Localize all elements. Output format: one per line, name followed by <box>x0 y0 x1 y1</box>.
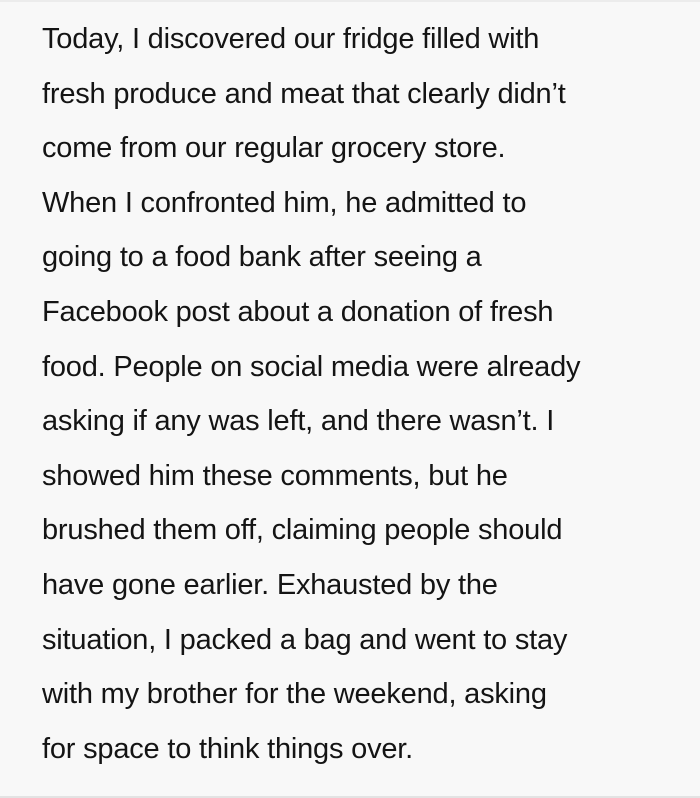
paragraph-line: with my brother for the weekend, asking <box>42 678 547 711</box>
story-paragraph <box>0 2 700 776</box>
paragraph-line: for space to think things over. <box>42 732 414 765</box>
paragraph-line: fresh produce and meat that clearly didn’t <box>42 77 566 110</box>
paragraph-line: Facebook post about a donation of fresh <box>42 295 554 328</box>
paragraph-line: showed him these comments, but he <box>42 459 508 492</box>
paragraph-line: going to a food bank after seeing a <box>42 241 482 274</box>
paragraph-line: come from our regular grocery store. <box>42 132 506 165</box>
paragraph-line: food. People on social media were already <box>42 350 581 383</box>
paragraph-line: brushed them off, claiming people should <box>42 514 563 547</box>
paragraph-line: Today, I discovered our fridge filled with <box>42 23 540 55</box>
paragraph-line: When I confronted him, he admitted to <box>42 186 527 219</box>
paragraph-line: asking if any was left, and there wasn’t. I <box>42 405 555 438</box>
paragraph-line: situation, I packed a bag and went to stay <box>42 623 568 656</box>
paragraph-line: have gone earlier. Exhausted by the <box>42 568 498 601</box>
